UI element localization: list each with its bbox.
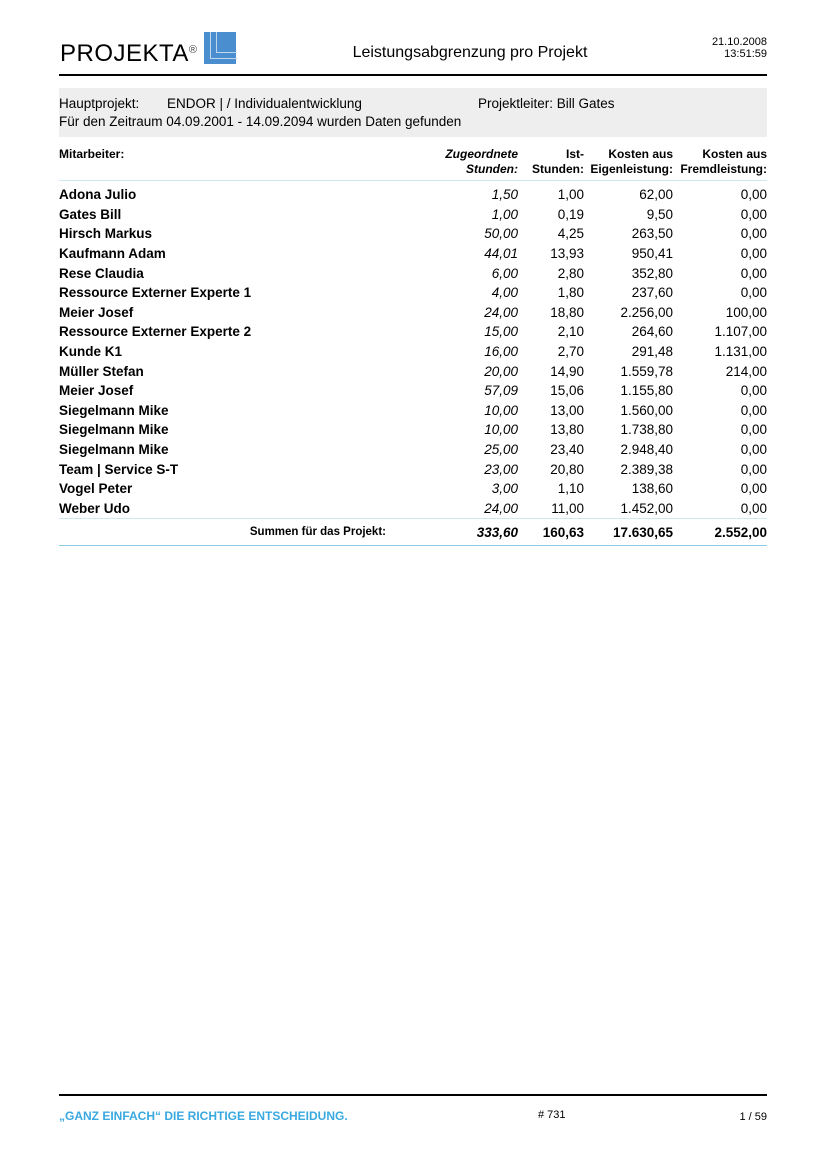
cell-value: 138,60 [631, 481, 673, 497]
cell-value: 14,90 [550, 363, 584, 379]
cell-value: 25,00 [484, 442, 518, 458]
sum-value: 333,60 [422, 519, 518, 546]
column-header-line: Kosten aus [608, 147, 673, 161]
employee-name: Gates Bill [59, 206, 122, 222]
employee-name: Team | Service S-T [59, 461, 179, 477]
table-row [59, 381, 767, 401]
cell-value: 263,50 [631, 226, 673, 242]
leistung-table [59, 145, 767, 546]
cell-value: 0,00 [740, 500, 767, 516]
employee-name: Weber Udo [59, 500, 131, 516]
slogan: „GANZ EINFACH“ DIE RICHTIGE ENTSCHEIDUNG. [59, 1109, 348, 1123]
project-info [59, 88, 767, 137]
table-row [59, 342, 767, 362]
table-row [59, 499, 767, 519]
cell-value: 44,01 [484, 246, 518, 262]
cell-value: 0,00 [740, 461, 767, 477]
column-header-line: Eigenleistung: [590, 162, 673, 176]
table-row [59, 303, 767, 323]
cell-value: 2.389,38 [620, 461, 673, 477]
cell-value: 16,00 [484, 344, 518, 360]
cell-value: 15,06 [550, 383, 584, 399]
employee-name: Ressource Externer Experte 1 [59, 285, 252, 301]
table-row [59, 224, 767, 244]
cell-value: 10,00 [484, 402, 518, 418]
sum-value: 160,63 [518, 519, 584, 546]
cell-value: 3,00 [491, 481, 518, 497]
column-header-line: Stunden: [466, 162, 518, 176]
sum-value: 17.630,65 [584, 519, 673, 546]
table-row [59, 459, 767, 479]
cell-value: 1.107,00 [714, 324, 767, 340]
cell-value: 237,60 [631, 285, 673, 301]
cell-value: 13,93 [550, 246, 584, 262]
cell-value: 1,00 [557, 187, 584, 203]
cell-value: 0,00 [740, 422, 767, 438]
employee-name: Müller Stefan [59, 363, 144, 379]
print-datetime: 21.10.2008 13:51:59 [711, 36, 767, 60]
cell-value: 24,00 [484, 304, 518, 320]
cell-value: 0,00 [740, 187, 767, 203]
employee-name: Meier Josef [59, 304, 134, 320]
cell-value: 214,00 [725, 363, 767, 379]
cell-value: 1,10 [557, 481, 584, 497]
table-row [59, 322, 767, 342]
cell-value: 1.452,00 [620, 500, 673, 516]
cell-value: 1,00 [491, 206, 518, 222]
cell-value: 10,00 [484, 422, 518, 438]
table-row [59, 283, 767, 303]
cell-value: 0,00 [740, 383, 767, 399]
cell-value: 24,00 [484, 500, 518, 516]
column-header [584, 145, 673, 181]
cell-value: 0,00 [740, 265, 767, 281]
cell-value: 50,00 [484, 226, 518, 242]
cell-value: 4,00 [491, 285, 518, 301]
column-header-line: Ist- [566, 147, 584, 161]
header-divider [59, 74, 767, 76]
table-row [59, 479, 767, 499]
employee-name: Meier Josef [59, 383, 134, 399]
column-header [422, 145, 518, 181]
zeitraum: Für den Zeitraum 04.09.2001 - 14.09.2094 wurden Daten gefunden [59, 114, 462, 129]
column-header-line: Stunden: [532, 162, 584, 176]
cell-value: 15,00 [484, 324, 518, 340]
table-row [59, 244, 767, 264]
footer-divider [59, 1094, 767, 1096]
cell-value: 9,50 [646, 206, 673, 222]
employee-name: Ressource Externer Experte 2 [59, 324, 252, 340]
cell-value: 0,00 [740, 226, 767, 242]
cell-value: 1.738,80 [620, 422, 673, 438]
cell-value: 2.948,40 [620, 442, 673, 458]
cell-value: 11,00 [551, 500, 584, 516]
projekta-logo: PROJEKTA® [60, 40, 198, 67]
cell-value: 950,41 [631, 246, 673, 262]
cell-value: 0,19 [557, 206, 584, 222]
cell-value: 1,80 [557, 285, 584, 301]
cell-value: 13,00 [550, 402, 584, 418]
employee-name: Siegelmann Mike [59, 422, 169, 438]
cell-value: 0,00 [740, 206, 767, 222]
cell-value: 62,00 [639, 187, 673, 203]
cell-value: 20,00 [484, 363, 518, 379]
table-row [59, 440, 767, 460]
cell-value: 23,40 [550, 442, 584, 458]
hauptprojekt-value: ENDOR | / Individualentwicklung [167, 96, 362, 111]
cell-value: 1.155,80 [620, 383, 673, 399]
cell-value: 20,80 [550, 461, 584, 477]
cell-value: 13,80 [550, 422, 584, 438]
cell-value: 6,00 [491, 265, 518, 281]
column-header-line: Mitarbeiter: [59, 147, 125, 161]
cell-value: 0,00 [740, 285, 767, 301]
cell-value: 57,09 [484, 383, 518, 399]
cell-value: 0,00 [740, 442, 767, 458]
column-header [518, 145, 584, 181]
cell-value: 0,00 [740, 481, 767, 497]
page-number: 1 / 59 [739, 1111, 767, 1123]
table-row [59, 181, 767, 205]
hauptprojekt-label: Hauptprojekt: [59, 96, 140, 111]
cell-value: 1.131,00 [714, 344, 767, 360]
column-header-line: Kosten aus [702, 147, 767, 161]
column-header-line: Fremdleistung: [680, 162, 767, 176]
cell-value: 1.560,00 [620, 402, 673, 418]
table-row [59, 420, 767, 440]
table-row [59, 401, 767, 421]
table-row [59, 205, 767, 225]
employee-name: Vogel Peter [59, 481, 133, 497]
cell-value: 4,25 [557, 226, 584, 242]
document-number: # 731 [538, 1109, 566, 1121]
page-title: Leistungsabgrenzung pro Projekt [352, 44, 588, 61]
cell-value: 1.559,78 [620, 363, 673, 379]
sum-label: Summen für das Projekt: [59, 519, 422, 546]
cell-value: 0,00 [740, 246, 767, 262]
cell-value: 2,10 [557, 324, 584, 340]
employee-name: Adona Julio [59, 187, 137, 203]
cell-value: 2,80 [557, 265, 584, 281]
employee-name: Kaufmann Adam [59, 246, 166, 262]
cell-value: 18,80 [550, 304, 584, 320]
column-header [673, 145, 767, 181]
cell-value: 2,70 [557, 344, 584, 360]
table-row [59, 361, 767, 381]
cell-value: 264,60 [631, 324, 673, 340]
employee-name: Siegelmann Mike [59, 402, 169, 418]
projektleiter: Projektleiter: Bill Gates [478, 96, 615, 111]
cell-value: 2.256,00 [620, 304, 673, 320]
table-row [59, 263, 767, 283]
employee-name: Rese Claudia [59, 265, 144, 281]
column-header-line: Zugeordnete [445, 147, 518, 161]
employee-name: Siegelmann Mike [59, 442, 169, 458]
logo-mark-icon [204, 32, 236, 64]
cell-value: 1,50 [491, 187, 518, 203]
employee-name: Kunde K1 [59, 344, 123, 360]
cell-value: 23,00 [484, 461, 518, 477]
sum-row [59, 519, 767, 546]
cell-value: 291,48 [631, 344, 673, 360]
employee-name: Hirsch Markus [59, 226, 153, 242]
column-header [59, 145, 422, 181]
sum-value: 2.552,00 [673, 519, 767, 546]
cell-value: 0,00 [740, 402, 767, 418]
cell-value: 100,00 [725, 304, 767, 320]
cell-value: 352,80 [631, 265, 673, 281]
